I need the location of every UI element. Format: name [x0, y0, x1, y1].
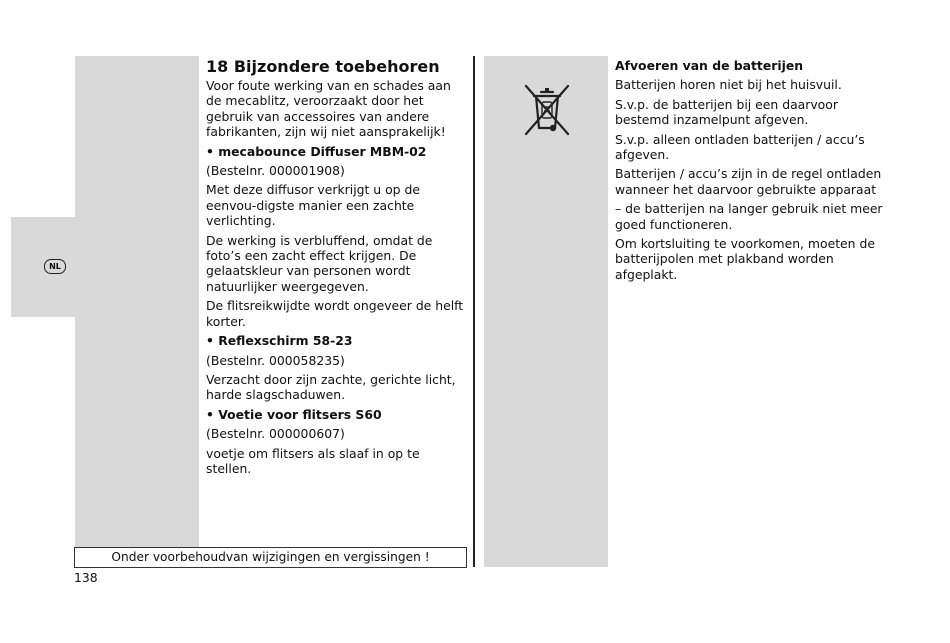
- accessories-section: [206, 55, 468, 480]
- accessory-description: voetje om flitsers als slaaf in op te stellen.: [206, 445, 420, 476]
- accessory-description: Met deze diffusor verkrijgt u op de eenvou-digste manier een zachte verlichting.: [206, 182, 420, 229]
- battery-disposal-section: [615, 55, 885, 286]
- crossed-out-wheelie-bin-icon: [524, 84, 570, 136]
- order-number: (Bestelnr. 000001908): [206, 163, 345, 179]
- order-number: (Bestelnr. 000000607): [206, 426, 345, 442]
- intro-paragraph: Voor foute werking van en schades aan de mecablitz, veroorzaakt door het gebruik van accessoires van andere fabrikanten, zijn wij niet aansprakelijk!: [206, 78, 451, 140]
- accessory-description: Verzacht door zijn zachte, gerichte licht, harde slagschaduwen.: [206, 371, 456, 403]
- disposal-paragraph: S.v.p. alleen ontladen batterijen / accu’s afgeven.: [615, 131, 865, 163]
- section-title: 18 Bijzondere toebehoren: [206, 57, 440, 76]
- disposal-paragraph: S.v.p. de batterijen bij een daarvoor bestemd inzamelpunt afgeven.: [615, 96, 838, 128]
- disposal-heading: Afvoeren van de batterijen: [615, 58, 804, 73]
- disclaimer-box: Onder voorbehoudvan wijzigingen en vergissingen !: [74, 547, 467, 568]
- accessory-name: • Reflexschirm 58-23: [206, 333, 353, 349]
- accessory-name: • Voetie voor flitsers S60: [206, 406, 382, 422]
- order-number: (Bestelnr. 000058235): [206, 352, 345, 368]
- page-number: 138: [74, 570, 98, 585]
- disposal-paragraph: Batterijen / accu’s zijn in de regel ontladen wanneer het daarvoor gebruikte apparaat: [615, 166, 882, 197]
- accessory-description: De flitsreikwijdte wordt ongeveer de helft korter.: [206, 298, 464, 329]
- disposal-paragraph: Batterijen horen niet bij het huisvuil.: [615, 77, 842, 93]
- language-badge: NL: [44, 259, 66, 274]
- accessory-name: • mecabounce Diffuser MBM-02: [206, 143, 427, 159]
- disposal-paragraph: – de batterijen na langer gebruik niet meer goed functioneren.: [615, 201, 883, 232]
- column-divider: [473, 56, 475, 567]
- left-margin-column: [75, 56, 199, 547]
- disposal-paragraph: Om kortsluiting te voorkomen, moeten de batterijpolen met plakband worden afgeplakt.: [615, 236, 875, 282]
- accessory-description: De werking is verbluffend, omdat de foto’s een zacht effect krijgen. De gelaatskleur van personen wordt natuurlijker weergegeven.: [206, 232, 433, 294]
